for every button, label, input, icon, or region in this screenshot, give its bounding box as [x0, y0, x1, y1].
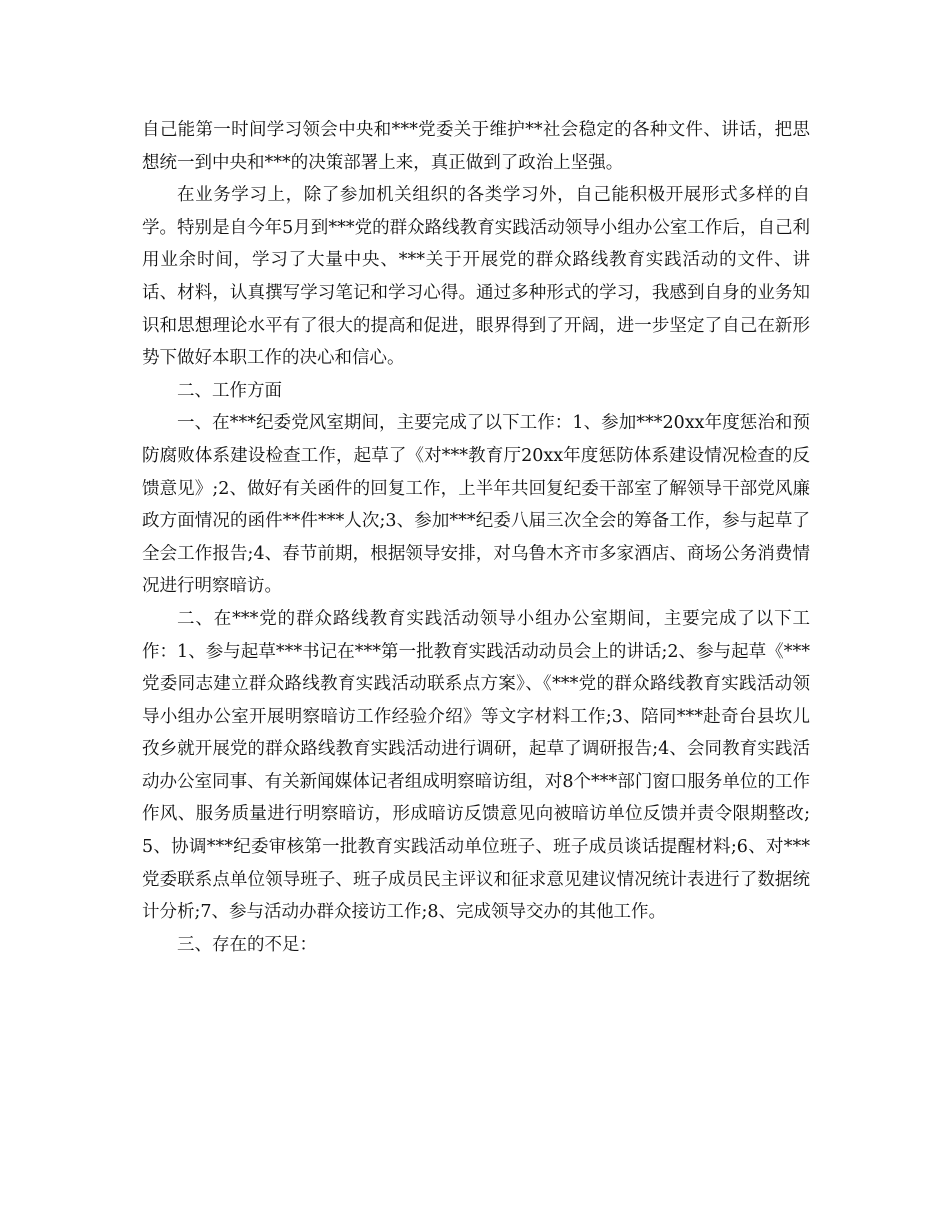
paragraph-study: 在业务学习上，除了参加机关组织的各类学习外，自己能积极开展形式多样的自学。特别是自今年5月到***党的群众路线教育实践活动领导小组办公室工作后，自己利用业余时间，学习了大量中央、***关于开展党的群众路线教育实践活动的文件、讲话、材料，认真撰写学习笔记和学习心得。通过多种形式的学习，我感到自身的业务知识和思想理论水平有了很大的提高和促进，眼界得到了开阔，进一步坚定了自己在新形势下做好本职工作的决心和信心。 — [142, 185, 810, 369]
paragraph-continuation: 自己能第一时间学习领会中央和***党委关于维护**社会稳定的各种文件、讲话，把思想统一到中央和***的决策部署上来，真正做到了政治上坚强。 — [142, 120, 810, 173]
section-heading-work: 二、工作方面 — [177, 380, 282, 401]
document-body — [142, 114, 810, 961]
paragraph-work-campaign: 二、在***党的群众路线教育实践活动领导小组办公室期间，主要完成了以下工作：1、参与起草***书记在***第一批教育实践活动动员会上的讲话;2、参与起草《***党委同志建立群众路线教育实践活动联系点方案》、《***党的群众路线教育实践活动领导小组办公室开展明察暗访工作经验介绍》等文字材料工作;3、陪同***赴奇台县坎儿孜乡就开展党的群众路线教育实践活动进行调研，起草了调研报告;4、会同教育实践活动办公室同事、有关新闻媒体记者组成明察暗访组，对8个***部门窗口服务单位的工作作风、服务质量进行明察暗访，形成暗访反馈意见向被暗访单位反馈并责令限期整改;5、协调***纪委审核第一批教育实践活动单位班子、班子成员谈话提醒材料;6、对***党委联系点单位领导班子、班子成员民主评议和征求意见建议情况统计表进行了数据统计分析;7、参与活动办群众接访工作;8、完成领导交办的其他工作。 — [142, 608, 810, 923]
paragraph-work-discipline: 一、在***纪委党风室期间，主要完成了以下工作：1、参加***20xx年度惩治和预防腐败体系建设检查工作，起草了《对***教育厅20xx年度惩防体系建设情况检查的反馈意见》;2、做好有关函件的回复工作，上半年共回复纪委干部室了解领导干部党风廉政方面情况的函件**件***人次;3、参加***纪委八届三次全会的筹备工作，参与起草了全会工作报告;4、春节前期，根据领导安排，对乌鲁木齐市多家酒店、商场公务消费情况进行明察暗访。 — [142, 413, 810, 597]
section-heading-shortcomings: 三、存在的不足： — [177, 934, 317, 955]
